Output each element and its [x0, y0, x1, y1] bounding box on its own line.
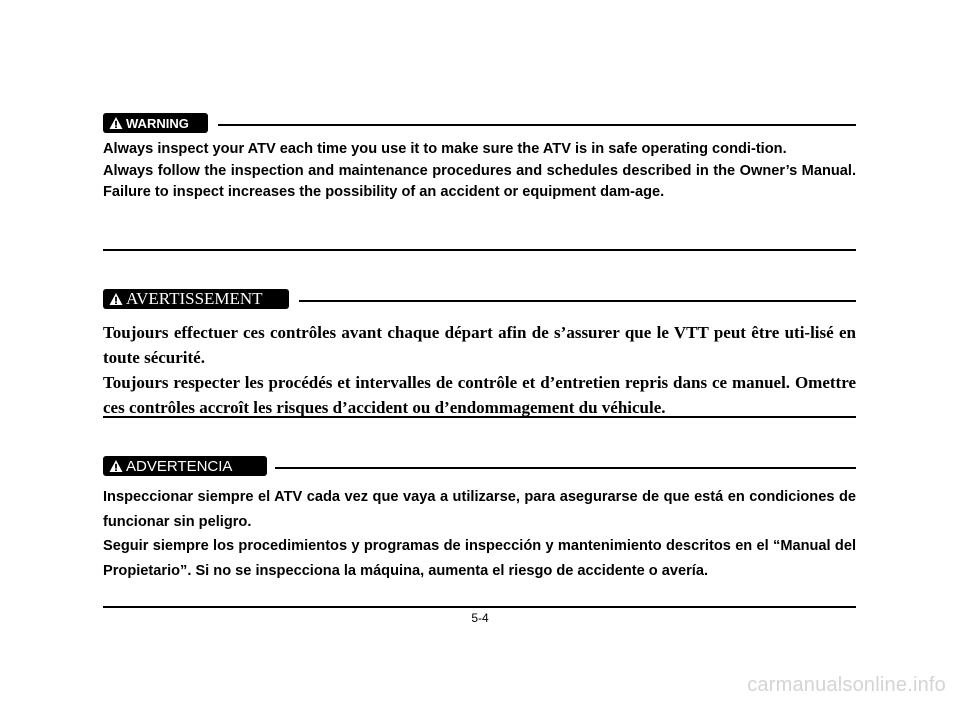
warning-badge-en [103, 113, 208, 133]
warning-badge-fr [103, 289, 289, 309]
warning-label-es: ADVERTENCIA [126, 457, 233, 475]
warning-paragraph-1-es: Inspeccionar siempre el ATV cada vez que vaya a utilizarse, para asegurarse de que está en condiciones de funcionar sin peligro. [103, 489, 856, 530]
warning-body-fr [103, 320, 856, 420]
warning-label-en: WARNING [126, 115, 189, 131]
warning-header-rule-es [275, 467, 856, 469]
warning-paragraph-2-en: Always follow the inspection and maintenance procedures and schedules described in the Owner’s Manual. Failure to inspect increases the possibility of an accident or equipment dam-age. [103, 162, 856, 200]
warning-badge-es [103, 456, 267, 476]
warning-paragraph-1-fr: Toujours effectuer ces contrôles avant chaque départ afin de s’assurer que le VTT peut être uti-lisé en toute sécurité. [103, 323, 856, 367]
warning-header-rule-en [218, 124, 856, 126]
warning-header-es [103, 456, 856, 478]
warning-header-fr [103, 289, 856, 311]
warning-paragraph-2-es: Seguir siempre los procedimientos y programas de inspección y mantenimiento descritos en el “Manual del Propietario”. Si no se inspecciona la máquina, aumenta el riesgo de accidente o avería. [103, 538, 856, 579]
warning-section-es [103, 456, 856, 583]
warning-triangle-icon [109, 459, 123, 473]
warning-body-en [103, 139, 856, 204]
warning-paragraph-1-en: Always inspect your ATV each time you use it to make sure the ATV is in safe operating condi-tion. [103, 141, 787, 157]
warning-footer-rule-en [103, 249, 856, 251]
watermark: carmanualsonline.info [747, 674, 946, 696]
warning-triangle-icon [109, 116, 123, 130]
warning-section-en [103, 113, 856, 204]
warning-header-rule-fr [299, 300, 856, 302]
warning-header-en [103, 113, 856, 135]
warning-footer-rule-fr [103, 416, 856, 418]
warning-paragraph-2-fr: Toujours respecter les procédés et intervalles de contrôle et d’entretien repris dans ce manuel. Omettre ces contrôles accroît les risques d’accident ou d’endommagement du véhicule. [103, 373, 856, 417]
warning-label-fr: AVERTISSEMENT [126, 289, 263, 308]
warning-footer-rule-es [103, 606, 856, 608]
warning-body-es [103, 485, 856, 583]
page-number: 5-4 [471, 611, 489, 625]
warning-triangle-icon [109, 292, 123, 306]
warning-section-fr [103, 289, 856, 420]
